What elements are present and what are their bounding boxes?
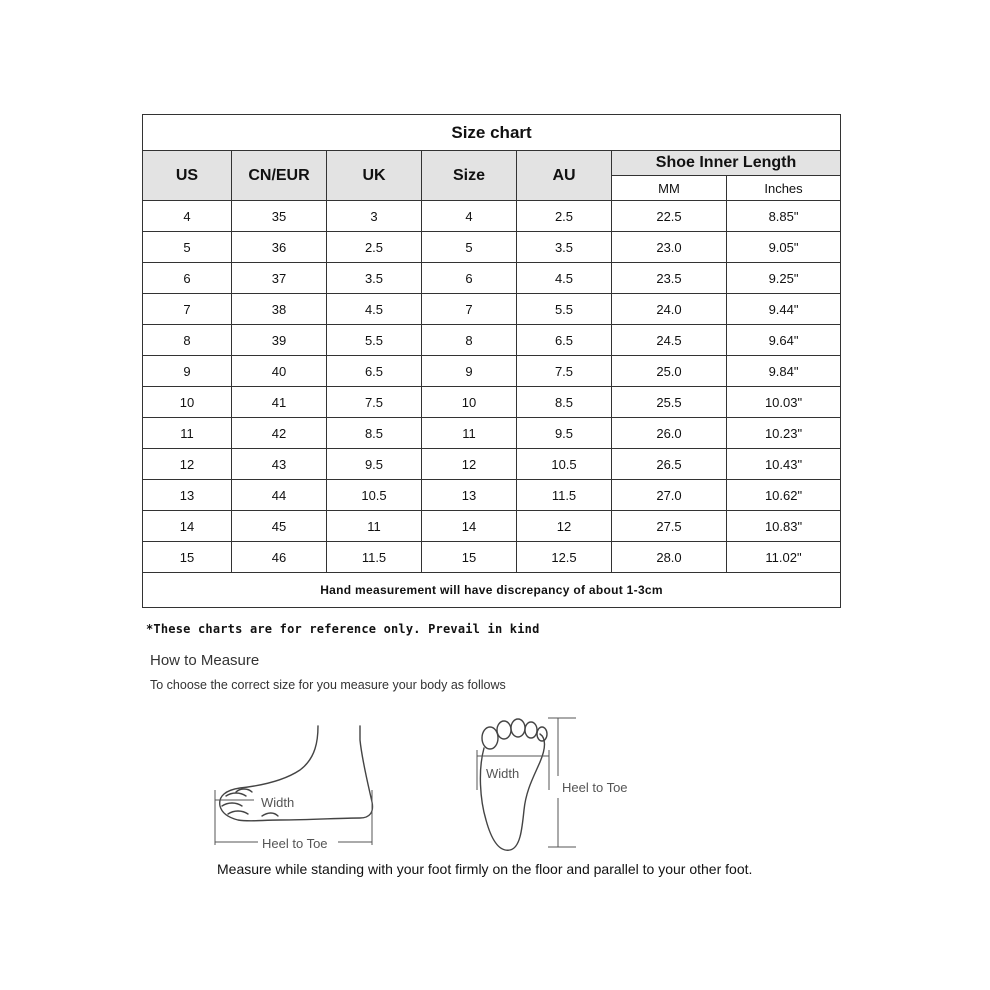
table-cell: 10.03" [727,387,841,418]
table-cell: 9.5 [327,449,422,480]
table-cell: 6.5 [517,325,612,356]
table-cell: 45 [232,511,327,542]
table-cell: 7.5 [327,387,422,418]
header-mm: MM [612,176,727,201]
table-cell: 39 [232,325,327,356]
table-cell: 41 [232,387,327,418]
table-cell: 12 [517,511,612,542]
disclaimer: *These charts are for reference only. Prevail in kind [146,622,540,636]
table-cell: 8.5 [517,387,612,418]
table-cell: 3 [327,201,422,232]
table-cell: 8 [143,325,232,356]
table-cell: 4 [143,201,232,232]
table-cell: 9.84" [727,356,841,387]
table-cell: 38 [232,294,327,325]
sole-length-label: Heel to Toe [562,780,628,795]
foot-sole-view-icon [480,719,547,850]
table-cell: 35 [232,201,327,232]
table-cell: 9.44" [727,294,841,325]
table-cell: 24.0 [612,294,727,325]
table-cell: 15 [422,542,517,573]
table-cell: 10.5 [517,449,612,480]
table-cell: 5 [143,232,232,263]
table-cell: 13 [422,480,517,511]
table-cell: 12.5 [517,542,612,573]
table-cell: 11 [327,511,422,542]
table-cell: 46 [232,542,327,573]
table-cell: 9 [422,356,517,387]
sole-width-label: Width [486,766,520,781]
table-cell: 23.0 [612,232,727,263]
table-cell: 7.5 [517,356,612,387]
table-cell: 10 [422,387,517,418]
table-cell: 10 [143,387,232,418]
how-to-measure-subtitle: To choose the correct size for you measure your body as follows [150,678,506,692]
how-to-measure-title: How to Measure [150,652,260,669]
table-cell: 8 [422,325,517,356]
table-cell: 26.0 [612,418,727,449]
table-cell: 9.25" [727,263,841,294]
table-cell: 10.23" [727,418,841,449]
table-cell: 11.5 [327,542,422,573]
table-cell: 10.43" [727,449,841,480]
header-cn-eur: CN/EUR [232,151,327,201]
table-cell: 10.5 [327,480,422,511]
table-cell: 40 [232,356,327,387]
header-size: Size [422,151,517,201]
table-cell: 44 [232,480,327,511]
table-cell: 9 [143,356,232,387]
table-cell: 8.5 [327,418,422,449]
header-us: US [143,151,232,201]
table-cell: 9.05" [727,232,841,263]
table-cell: 9.5 [517,418,612,449]
table-cell: 12 [143,449,232,480]
table-cell: 15 [143,542,232,573]
table-cell: 5.5 [517,294,612,325]
table-cell: 22.5 [612,201,727,232]
table-cell: 25.5 [612,387,727,418]
table-cell: 27.0 [612,480,727,511]
table-cell: 4.5 [327,294,422,325]
header-shoe-inner-length: Shoe Inner Length [612,151,841,176]
table-cell: 26.5 [612,449,727,480]
table-cell: 5.5 [327,325,422,356]
table-cell: 11.02" [727,542,841,573]
table-cell: 10.83" [727,511,841,542]
table-cell: 6.5 [327,356,422,387]
table-cell: 7 [422,294,517,325]
table-cell: 13 [143,480,232,511]
table-cell: 6 [422,263,517,294]
table-cell: 11 [143,418,232,449]
table-cell: 10.62" [727,480,841,511]
side-length-label: Heel to Toe [262,836,328,851]
table-cell: 24.5 [612,325,727,356]
table-cell: 5 [422,232,517,263]
table-cell: 6 [143,263,232,294]
table-cell: 23.5 [612,263,727,294]
table-cell: 37 [232,263,327,294]
table-cell: 25.0 [612,356,727,387]
side-width-label: Width [261,795,295,810]
measurement-note: Hand measurement will have discrepancy of about 1-3cm [143,573,841,608]
table-cell: 42 [232,418,327,449]
table-cell: 11.5 [517,480,612,511]
table-cell: 8.85" [727,201,841,232]
table-cell: 4.5 [517,263,612,294]
measure-instructions: Measure while standing with your foot firmly on the floor and parallel to your other foot. [217,861,753,877]
table-cell: 4 [422,201,517,232]
table-cell: 43 [232,449,327,480]
header-uk: UK [327,151,422,201]
table-cell: 3.5 [517,232,612,263]
table-cell: 3.5 [327,263,422,294]
table-cell: 7 [143,294,232,325]
header-inches: Inches [727,176,841,201]
table-cell: 9.64" [727,325,841,356]
table-cell: 12 [422,449,517,480]
table-cell: 2.5 [327,232,422,263]
table-cell: 14 [143,511,232,542]
table-cell: 14 [422,511,517,542]
header-au: AU [517,151,612,201]
table-cell: 28.0 [612,542,727,573]
table-cell: 27.5 [612,511,727,542]
table-cell: 36 [232,232,327,263]
table-cell: 2.5 [517,201,612,232]
table-cell: 11 [422,418,517,449]
table-title: Size chart [143,115,841,151]
foot-side-view-icon [220,726,373,821]
